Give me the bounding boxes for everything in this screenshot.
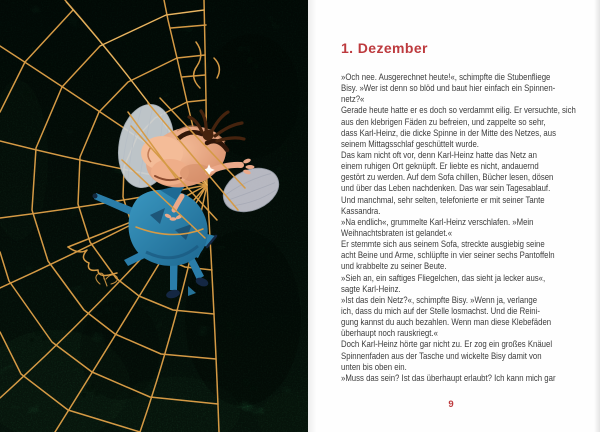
page-number: 9 [448, 399, 454, 410]
story-line: Bisy. »Wer ist denn so blöd und baut hier einfach ein Spinnen- [341, 82, 556, 94]
story-line: Doch Karl-Heinz hörte gar nicht zu. Er zog ein großes Knäuel [341, 338, 553, 350]
book-page-right [308, 0, 600, 432]
story-line: ich, dass du mich auf der Stelle losmachst. Und die Reini- [341, 304, 540, 316]
story-line: gestört zu werden. Auf dem Sofa chillen, Bücher lesen, dösen [341, 171, 554, 183]
story-line: Spinnenfaden aus der Tasche und wickelte Bisy damit von [341, 349, 542, 361]
story-line: Gerade heute hatte er es doch so verdammt eilig. Er versuchte, sich [341, 104, 576, 116]
story-line: sagte Karl-Heinz. [341, 282, 401, 294]
story-line: unten bis oben ein. [341, 360, 407, 372]
chapter-heading: 1. Dezember [341, 40, 428, 56]
story-line: seinem Mittagsschlaf geschüttelt wurde. [341, 137, 479, 149]
story-line: »Ist das dein Netz?«, schimpfte Bisy. »Wenn ja, verlange [341, 293, 538, 305]
story-line: »Muss das sein? Ist das überhaupt erlaubt? Ich kann mich gar [341, 371, 556, 383]
story-line: Und manchmal, sehr selten, telefonierte er mit seiner Tante [341, 193, 545, 205]
story-line: Kassandra. [341, 204, 381, 216]
story-line: »Och nee. Ausgerechnet heute!«, schimpfte die Stubenfliege [341, 71, 551, 82]
story-line: gung kannst du auch bezahlen. Wenn man diese Klebefäden [341, 316, 552, 328]
story-line: einem ruhigen Ort geknüpft. Er liebte es nicht, andauernd [341, 160, 539, 172]
story-line: Weihnachtsbraten ist gelandet.« [341, 226, 453, 238]
story-line: und über das Leben nachdenken. Das war sein Tagesablauf. [341, 182, 551, 194]
story-line: Das kam nicht oft vor, denn Karl-Heinz hatte das Netz an [341, 148, 537, 160]
story-line: dass Karl-Heinz, die dicke Spinne in der Mitte des Netzes, aus [341, 126, 556, 138]
story-text [341, 71, 600, 383]
story-line: »Na endlich«, grummelte Karl-Heinz verschlafen. »Mein [341, 215, 534, 227]
story-line: überhaupt noch rauskriegt.« [341, 327, 438, 339]
story-line: Er stemmte sich aus seinem Sofa, streckte ausgiebig seine [341, 238, 545, 250]
story-line: aus den klebrigen Fäden zu befreien, und zappelte so sehr, [341, 115, 546, 127]
story-line: netz?« [341, 93, 365, 105]
story-line: acht Beine und Arme, schlüpfte in vier seiner sechs Pantoffeln [341, 249, 555, 261]
story-line: »Sieh an, ein saftiges Fliegelchen, das sieht ja lecker aus«, [341, 271, 546, 283]
story-line: und krabbelte zu seiner Beute. [341, 260, 447, 272]
